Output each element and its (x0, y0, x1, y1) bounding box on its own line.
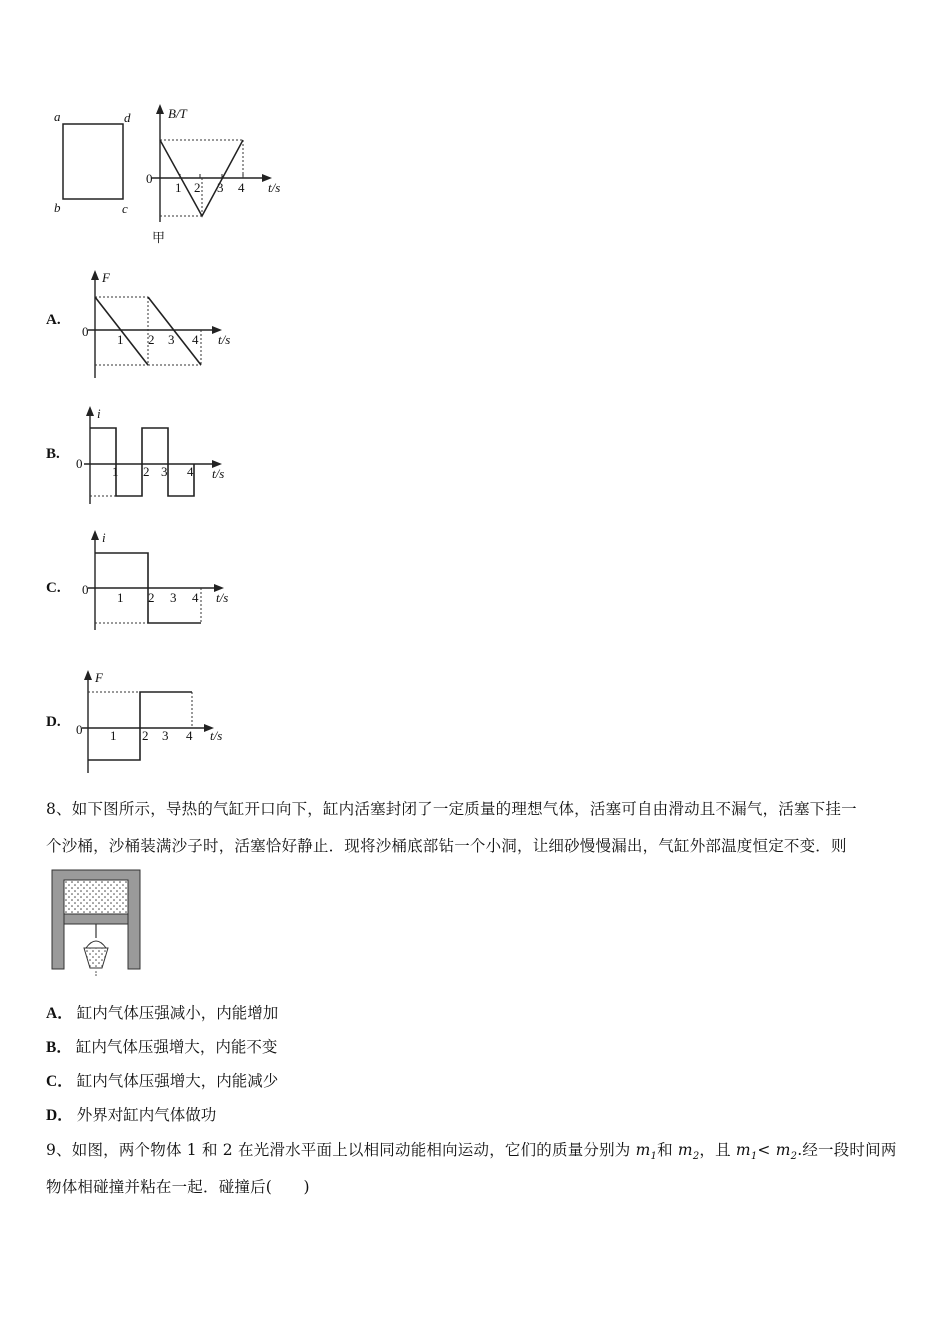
q8-option-d[interactable] (46, 1103, 216, 1125)
option-c-x-label: t/s (216, 590, 229, 605)
option-a-origin: 0 (82, 324, 89, 339)
loop-abcd (63, 124, 123, 199)
figure-caption: 甲 (152, 230, 166, 245)
corner-c-label: c (122, 201, 128, 216)
tick-2: 2 (194, 180, 201, 195)
q8-option-b[interactable] (46, 1035, 277, 1057)
option-b-y-label: i (97, 406, 101, 421)
option-a-y-label: F (102, 270, 110, 285)
option-b-tick-2: 2 (143, 464, 150, 479)
tick-1: 1 (175, 180, 182, 195)
option-d-origin: 0 (76, 722, 83, 737)
q8-option-c-text: 缸内气体压强增大，内能减少 (76, 1072, 279, 1090)
option-b-letter: B. (46, 446, 60, 462)
q8-option-c-letter: C． (46, 1073, 73, 1090)
q8-option-d-text: 外界对缸内气体做功 (76, 1106, 217, 1124)
option-b-current (90, 428, 194, 496)
q8-option-a[interactable] (46, 1001, 278, 1023)
q8-option-b-letter: B． (46, 1039, 72, 1056)
cylinder-figure (52, 868, 152, 978)
q8-option-b-text: 缸内气体压强增大，内能不变 (75, 1038, 278, 1056)
option-c-tick-1: 1 (117, 590, 124, 605)
q9-text-line-2: 物体相碰撞并粘在一起．碰撞后( ) (46, 1178, 310, 1196)
corner-d-label: d (124, 110, 131, 125)
option-b-tick-4: 4 (187, 464, 194, 479)
option-c-tick-3: 3 (170, 590, 177, 605)
option-b-tick-3: 3 (161, 464, 168, 479)
option-a-x-label: t/s (218, 332, 231, 347)
option-d-x-label: t/s (210, 728, 223, 743)
option-a-tick-4: 4 (192, 332, 199, 347)
q9-text-line-1: 9、如图，两个物体 1 和 2 在光滑水平面上以相同动能相向运动，它们的质量分别为 $m_1$和 $m_2$，且 $m_1< m_2$.经一段时间两 (46, 1141, 897, 1163)
q8-option-a-text: 缸内气体压强减小，内能增加 (76, 1004, 279, 1022)
b-axis-label: B/T (168, 106, 187, 121)
option-a-segment-1 (95, 297, 148, 365)
gas-region (64, 880, 128, 914)
piston (64, 914, 128, 924)
option-c-origin: 0 (82, 582, 89, 597)
origin-label: 0 (146, 171, 153, 186)
q8-text-line-1: 8、如下图所示，导热的气缸开口向下，缸内活塞封闭了一定质量的理想气体，活塞可自由滑动且不漏气，活塞下挂一 (46, 800, 857, 818)
option-a-tick-1: 1 (117, 332, 124, 347)
option-a-tick-3: 3 (168, 332, 175, 347)
option-d-letter: D. (46, 714, 61, 730)
q8-option-d-letter: D． (46, 1107, 73, 1124)
tick-3: 3 (217, 180, 224, 195)
option-c-y-label: i (102, 530, 106, 545)
option-d-tick-1: 1 (110, 728, 117, 743)
tick-4: 4 (238, 180, 245, 195)
option-d-tick-3: 3 (162, 728, 169, 743)
figure-jia (40, 100, 340, 250)
option-a-segment-2 (148, 297, 201, 365)
option-c-tick-4: 4 (192, 590, 199, 605)
corner-b-label: b (54, 200, 61, 215)
option-c-graph (70, 528, 270, 638)
option-a-graph (70, 268, 270, 388)
option-d-graph (70, 668, 270, 778)
option-d-tick-2: 2 (142, 728, 149, 743)
q8-option-a-letter: A． (46, 1005, 73, 1022)
option-a-letter: A. (46, 312, 61, 328)
option-b-origin: 0 (76, 456, 83, 471)
option-b-graph (70, 404, 270, 514)
option-b-x-label: t/s (212, 466, 225, 481)
b-axis-arrow (156, 104, 164, 114)
option-a-tick-2: 2 (148, 332, 155, 347)
q8-option-c[interactable] (46, 1069, 278, 1091)
option-d-y-label: F (95, 670, 103, 685)
option-b-tick-1: 1 (112, 464, 119, 479)
option-d-tick-4: 4 (186, 728, 193, 743)
sand-bucket (84, 948, 108, 968)
t-axis-label: t/s (268, 180, 281, 195)
q8-text-line-2: 个沙桶，沙桶装满沙子时，活塞恰好静止．现将沙桶底部钻一个小洞，让细砂慢慢漏出，气缸外部温度恒定不变．则 (46, 837, 847, 855)
option-c-letter: C. (46, 580, 61, 596)
option-c-tick-2: 2 (148, 590, 155, 605)
corner-a-label: a (54, 109, 61, 124)
option-d-force (88, 692, 192, 760)
